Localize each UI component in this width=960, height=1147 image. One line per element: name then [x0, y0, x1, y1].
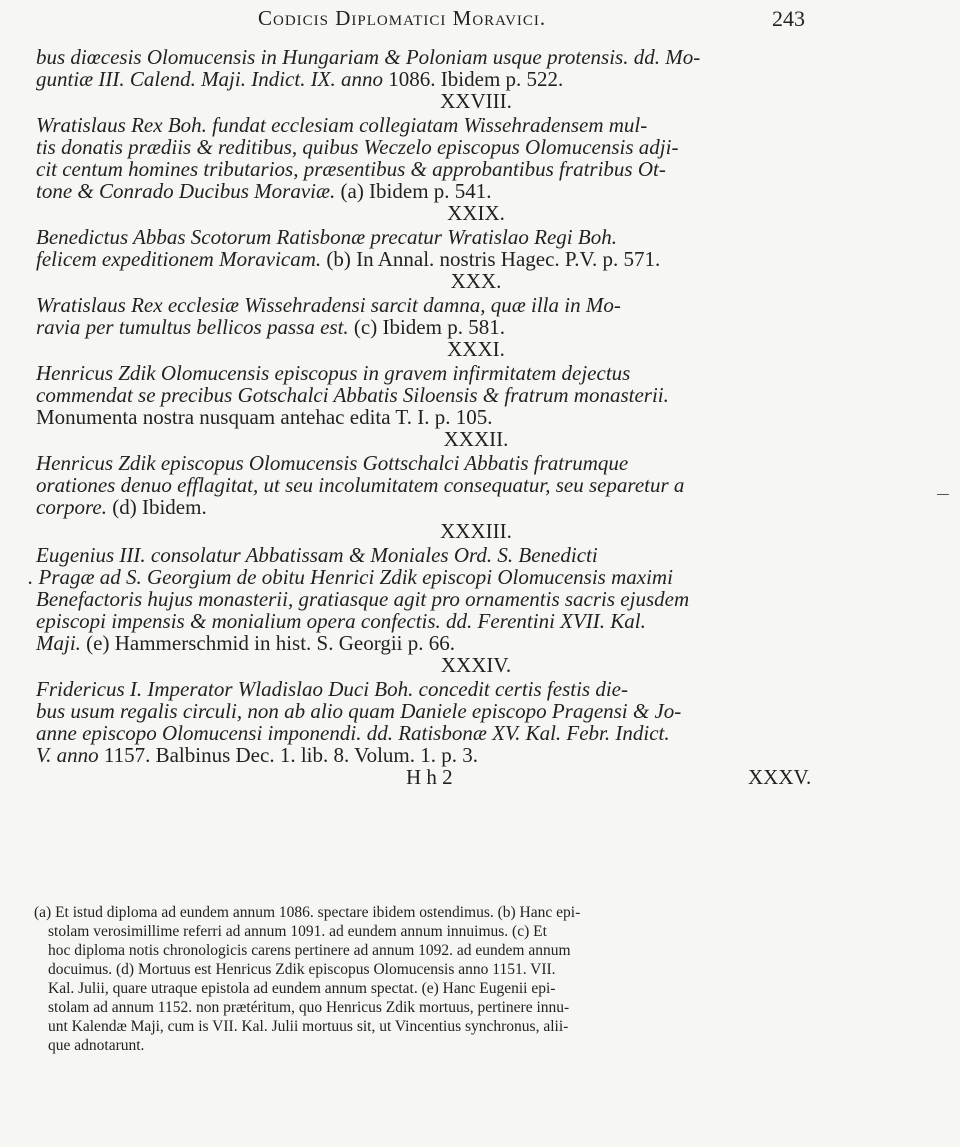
text-line-italic: ravia per tumultus bellicos passa est.: [36, 315, 349, 339]
footnote-line: unt Kalendæ Maji, cum is VII. Kal. Julii mortuus sit, ut Vincentius synchronus, alii-: [48, 1018, 569, 1035]
text-line-reference: (a) Ibidem p. 541.: [335, 179, 492, 203]
footnotes: [34, 903, 840, 1055]
text-line-italic: felicem expeditionem Moravicam.: [36, 247, 322, 271]
text-line: Fridericus I. Imperator Wladislao Duci Boh. concedit certis festis die-: [36, 677, 628, 701]
text-line-italic: corpore.: [36, 495, 107, 519]
section-number: XXVIII.: [440, 89, 512, 113]
text-line: Eugenius III. consolatur Abbatissam & Moniales Ord. S. Benedicti: [36, 543, 598, 567]
signature-line: [36, 766, 836, 788]
text-line: [36, 744, 836, 766]
text-line-italic: Maji.: [36, 631, 81, 655]
text-line: bus diœcesis Olomucensis in Hungariam & Poloniam usque protensis. dd. Mo-: [36, 45, 701, 69]
section-number: XXXIV.: [440, 653, 512, 677]
text-line-reference: (e) Hammerschmid in hist. S. Georgii p. 66.: [80, 631, 455, 655]
text-line: [36, 180, 836, 202]
text-line-italic: tone & Conrado Ducibus Moraviæ.: [36, 179, 336, 203]
text-line-italic: V. anno: [36, 743, 99, 767]
footnote-line: Kal. Julii, quare utraque epistola ad eundem annum spectat. (e) Hanc Eugenii epi-: [48, 980, 556, 997]
text-line: Monumenta nostra nusquam antehac edita T. I. p. 105.: [36, 405, 493, 429]
text-line: Benedictus Abbas Scotorum Ratisbonæ precatur Wratislao Regi Boh.: [36, 225, 617, 249]
section-number: XXIX.: [447, 201, 505, 225]
text-line: [36, 632, 836, 654]
text-line: orationes denuo efflagitat, ut seu incolumitatem consequatur, seu separetur a: [36, 473, 685, 497]
text-line: Wratislaus Rex ecclesiæ Wissehradensi sarcit damna, quæ illa in Mo-: [36, 293, 621, 317]
text-line: Henricus Zdik Olomucensis episcopus in gravem infirmitatem dejectus: [36, 361, 631, 385]
signature-mark: H h 2: [406, 765, 453, 789]
main-text: [28, 45, 836, 789]
section-number: XXXIII.: [440, 519, 512, 543]
page-number: 243: [772, 6, 805, 31]
running-header-title: Codicis Diplomatici Moravici.: [258, 6, 547, 30]
text-line: . Pragæ ad S. Georgium de obitu Henrici Zdik episcopi Olomucensis maximi: [28, 565, 673, 589]
text-line: Henricus Zdik episcopus Olomucensis Gottschalci Abbatis fratrumque: [36, 451, 629, 475]
text-line: [36, 316, 836, 338]
text-line-italic: guntiæ III. Calend. Maji. Indict. IX. anno: [36, 67, 384, 91]
text-line-reference: (c) Ibidem p. 581.: [348, 315, 505, 339]
text-line: anne episcopo Olomucensi imponendi. dd. Ratisbonæ XV. Kal. Febr. Indict.: [36, 721, 670, 745]
text-line: [36, 68, 836, 90]
margin-mark: [937, 494, 949, 495]
section-number: XXXI.: [447, 337, 505, 361]
text-line-reference: (b) In Annal. nostris Hagec. P.V. p. 571.: [321, 247, 661, 271]
footnote-line: que adnotarunt.: [48, 1037, 145, 1054]
footnote-line: docuimus. (d) Mortuus est Henricus Zdik episcopus Olomucensis anno 1151. VII.: [48, 961, 556, 978]
text-line: tis donatis prædiis & reditibus, quibus Weczelo episcopus Olomucensis adji-: [36, 135, 679, 159]
text-line-reference: 1086. Ibidem p. 522.: [383, 67, 564, 91]
footnote-line: (a) Et istud diploma ad eundem annum 1086. spectare ibidem ostendimus. (b) Hanc epi-: [34, 904, 581, 921]
catchword: XXXV.: [748, 765, 812, 789]
text-line-reference: 1157. Balbinus Dec. 1. lib. 8. Volum. 1. p. 3.: [98, 743, 478, 767]
text-line: bus usum regalis circuli, non ab alio quam Daniele episcopo Pragensi & Jo-: [36, 699, 682, 723]
text-line: [36, 248, 836, 270]
section-number: XXX.: [450, 269, 502, 293]
text-line: cit centum homines tributarios, præsentibus & approbantibus fratribus Ot-: [36, 157, 666, 181]
text-line-reference: (d) Ibidem.: [106, 495, 207, 519]
text-line: Benefactoris hujus monasterii, gratiasque agit pro ornamentis sacris ejusdem: [36, 587, 690, 611]
section-number: XXXII.: [443, 427, 509, 451]
footnote-line: hoc diploma notis chronologicis carens pertinere ad annum 1092. ad eundem annum: [48, 942, 571, 959]
footnote-line: stolam ad annum 1152. non prætéritum, quo Henricus Zdik mortuus, pertinere innu-: [48, 999, 570, 1016]
text-line: episcopi impensis & monialium opera confectis. dd. Ferentini XVII. Kal.: [36, 609, 646, 633]
text-line: Wratislaus Rex Boh. fundat ecclesiam collegiatam Wissehradensem mul-: [36, 113, 648, 137]
text-line: [36, 496, 836, 518]
footnote-line: stolam verosimillime referri ad annum 1091. ad eundem annum innuimus. (c) Et: [48, 923, 547, 940]
text-line: commendat se precibus Gotschalci Abbatis Siloensis & fratrum monasterii.: [36, 383, 669, 407]
